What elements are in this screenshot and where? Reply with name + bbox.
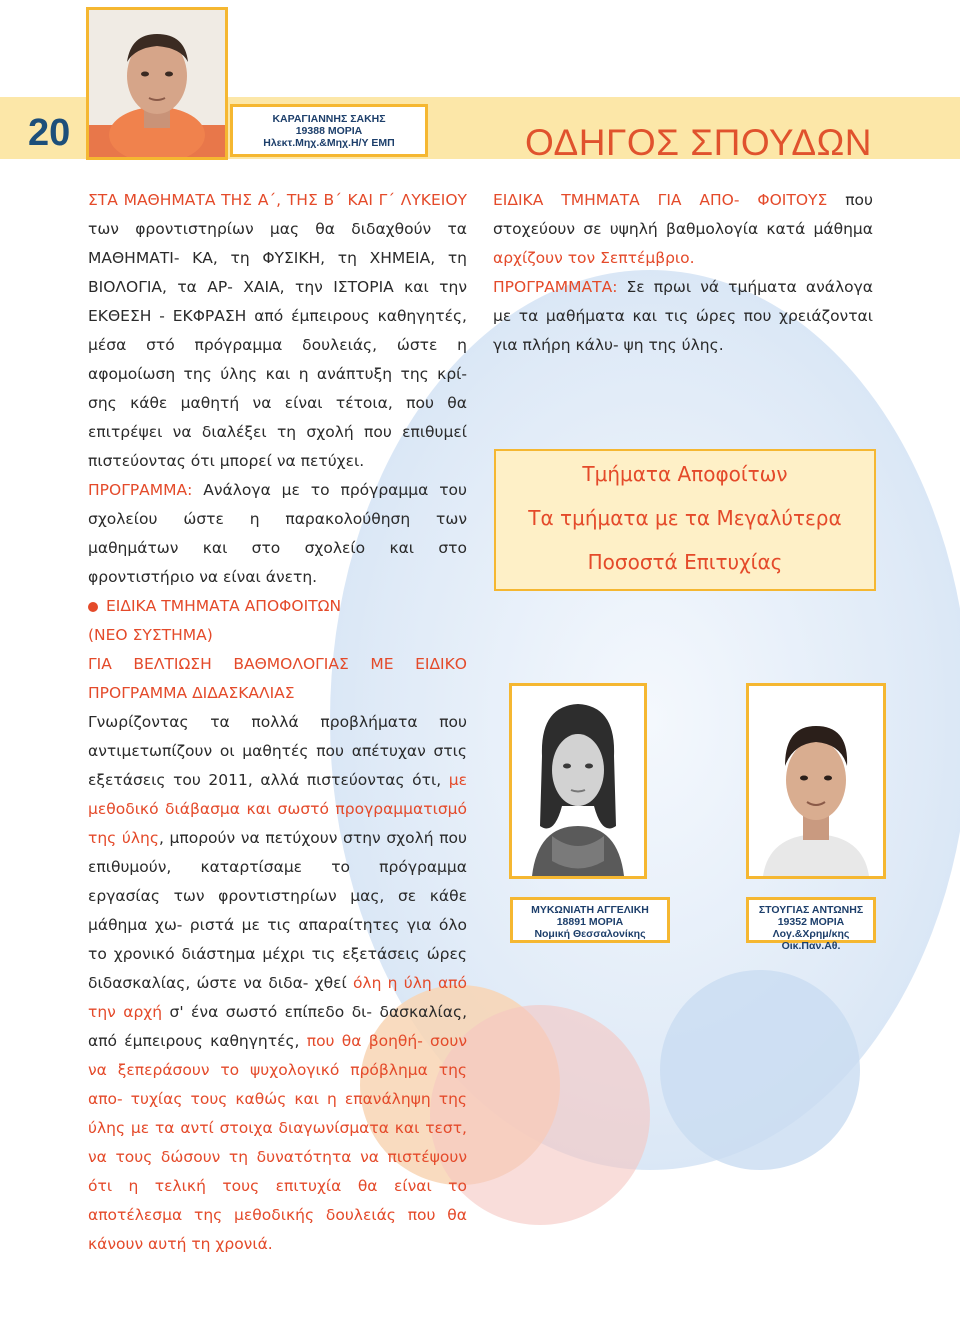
student-school: Νομική Θεσσαλονίκης	[534, 928, 646, 940]
page-title: ΟΔΗΓΟΣ ΣΠΟΥΔΩΝ	[525, 122, 872, 163]
intro-text: των φροντιστηρίων μας θα διδαχθούν τα ΜΑΘΗΜΑΤΙ- ΚΑ, τη ΦΥΣΙΚΗ, τη ΧΗΜΕΙΑ, τη ΒΙΟΛΟΓΙΑ, τα ΑΡ- ΧΑΙΑ, την ΙΣΤΟΡΙΑ και την ΕΚΘΕΣΗ - ΕΚΦΡΑΣΗ από έμπειρους καθηγητές, μέσα στό πρόγραμμα δουλειάς, ώστε η αφομοίωση της ύλης και η ανάπτυξη της κρί- σης κάθε μαθητή να είναι τέτοια, που θα επιτρέψει να διαλέξει τη σχολή που επιθυμεί πιστεύοντας ότι μπορεί να πετύχει.	[88, 220, 467, 470]
student-caption-right	[746, 897, 876, 952]
student-school: Ηλεκτ.Μηχ.&Μηχ.Η/Υ ΕΜΠ	[263, 137, 395, 149]
intro-paragraph	[88, 186, 467, 476]
promo-line-2: Τα τμήματα με τα Μεγαλύτερα	[528, 506, 842, 530]
right-column	[493, 186, 873, 360]
student-school: Λογ.&Χρημ/κης Οικ.Παν.Αθ.	[772, 928, 850, 952]
page-number: 20	[28, 112, 71, 154]
promo-line-1: Τμήματα Αποφοίτων	[582, 462, 788, 486]
student-name: ΣΤΟΥΓΙΑΣ ΑΝΤΩΝΗΣ	[758, 904, 864, 916]
student-portrait-icon	[89, 10, 225, 157]
graduates-info-paragraph: ΕΙΔΙΚΑ ΤΜΗΜΑΤΑ ΓΙΑ ΑΠΟ- ΦΟΙΤΟΥΣ που στοχεύουν σε υψηλή βαθμολογία κατά μάθημα αρχίζουν τον Σεπτέμβριο.	[493, 191, 873, 267]
section-heading-2: (ΝΕΟ ΣΥΣΤΗΜΑ)	[88, 626, 213, 644]
student-name: ΜΥΚΩΝΙΑΤΗ ΑΓΓΕΛΙΚΗ	[531, 904, 649, 916]
schedule-paragraph: ΠΡΟΓΡΑΜΜΑΤΑ: Σε πρωι νά τμήματα ανάλογα με τα μαθήματα και τις ώρες που χρειάζονται για πλήρη κάλυ- ψη της ύλης.	[493, 278, 873, 354]
section-heading-1: ΕΙΔΙΚΑ ΤΜΗΜΑΤΑ ΑΠΟΦΟΙΤΩΝ	[88, 592, 467, 621]
program-paragraph	[88, 476, 467, 592]
promo-line-3: Ποσοστά Επιτυχίας	[587, 550, 783, 574]
student-caption-top	[230, 104, 428, 157]
student-photo-right	[746, 683, 886, 879]
student-caption-left	[510, 897, 670, 943]
student-portrait-icon	[749, 686, 883, 876]
student-portrait-icon	[512, 686, 644, 876]
student-photo-top	[86, 7, 228, 160]
promo-box	[494, 449, 876, 591]
bullet-icon	[88, 602, 98, 612]
student-score: 19352 ΜΟΡΙΑ	[777, 916, 845, 928]
background-circle-blue	[660, 970, 860, 1170]
program-text: Ανάλογα με το πρόγραμμα του σχολείου ώστε η παρακολούθηση των μαθημάτων και στο σχολείο και στο φροντιστήριο να είναι άνετη.	[88, 481, 467, 586]
student-score: 19388 ΜΟΡΙΑ	[295, 125, 363, 137]
section-heading-3: ΓΙΑ ΒΕΛΤΙΩΣΗ ΒΑΘΜΟΛΟΓΙΑΣ ΜΕ ΕΙΔΙΚΟ ΠΡΟΓΡΑΜΜΑ ΔΙΔΑΣΚΑΛΙΑΣ	[88, 655, 467, 702]
program-label: ΠΡΟΓΡΑΜΜΑ:	[88, 481, 193, 499]
graduates-paragraph: Γνωρίζοντας τα πολλά προβλήματα που αντιμετωπίζουν οι μαθητές που απέτυχαν στις εξετάσεις του 2011, αλλά πιστεύοντας ότι, με μεθοδικό διάβασμα και σωστό προγραμματισμό της ύλης, μπορούν να πετύχουν στην σχολή που επιθυμούν, καταρτίσαμε το πρόγραμμα εργασίας των φροντιστηρίων μας, σε κάθε μάθημα χω- ριστά με τις απαραίτητες για όλο το χρονικό διάστημα μέχρι τις εξετάσεις ώρες διδασκαλίας, ώστε να διδα- χθεί όλη η ύλη από την αρχή σ' ένα σωστό επίπεδο δι- δασκαλίας, από έμπειρους καθηγητές, που θα βοηθή- σουν να ξεπεράσουν το ψυχολογικό πρόβλημα της απο- τυχίας τους καθώς και η επανάληψη της ύλης με τα αντί στοιχα διαγωνίσματα και τεστ, να τους δώσουν τη δυνατότητα να πιστέψουν ότι η τελική τους επιτυχία θα είναι το αποτέλεσμα της μεθοδικής δουλειάς που θα κάνουν αυτή τη χρονιά.	[88, 713, 467, 1253]
student-name: ΚΑΡΑΓΙΑΝΝΗΣ ΣΑΚΗΣ	[272, 113, 386, 125]
intro-heading: ΣΤΑ ΜΑΘΗΜΑΤΑ ΤΗΣ Α΄, ΤΗΣ Β΄ ΚΑΙ Γ΄ ΛΥΚΕΙΟΥ	[88, 191, 467, 209]
student-photo-left	[509, 683, 647, 879]
left-column	[88, 186, 467, 1259]
student-score: 18891 ΜΟΡΙΑ	[556, 916, 624, 928]
